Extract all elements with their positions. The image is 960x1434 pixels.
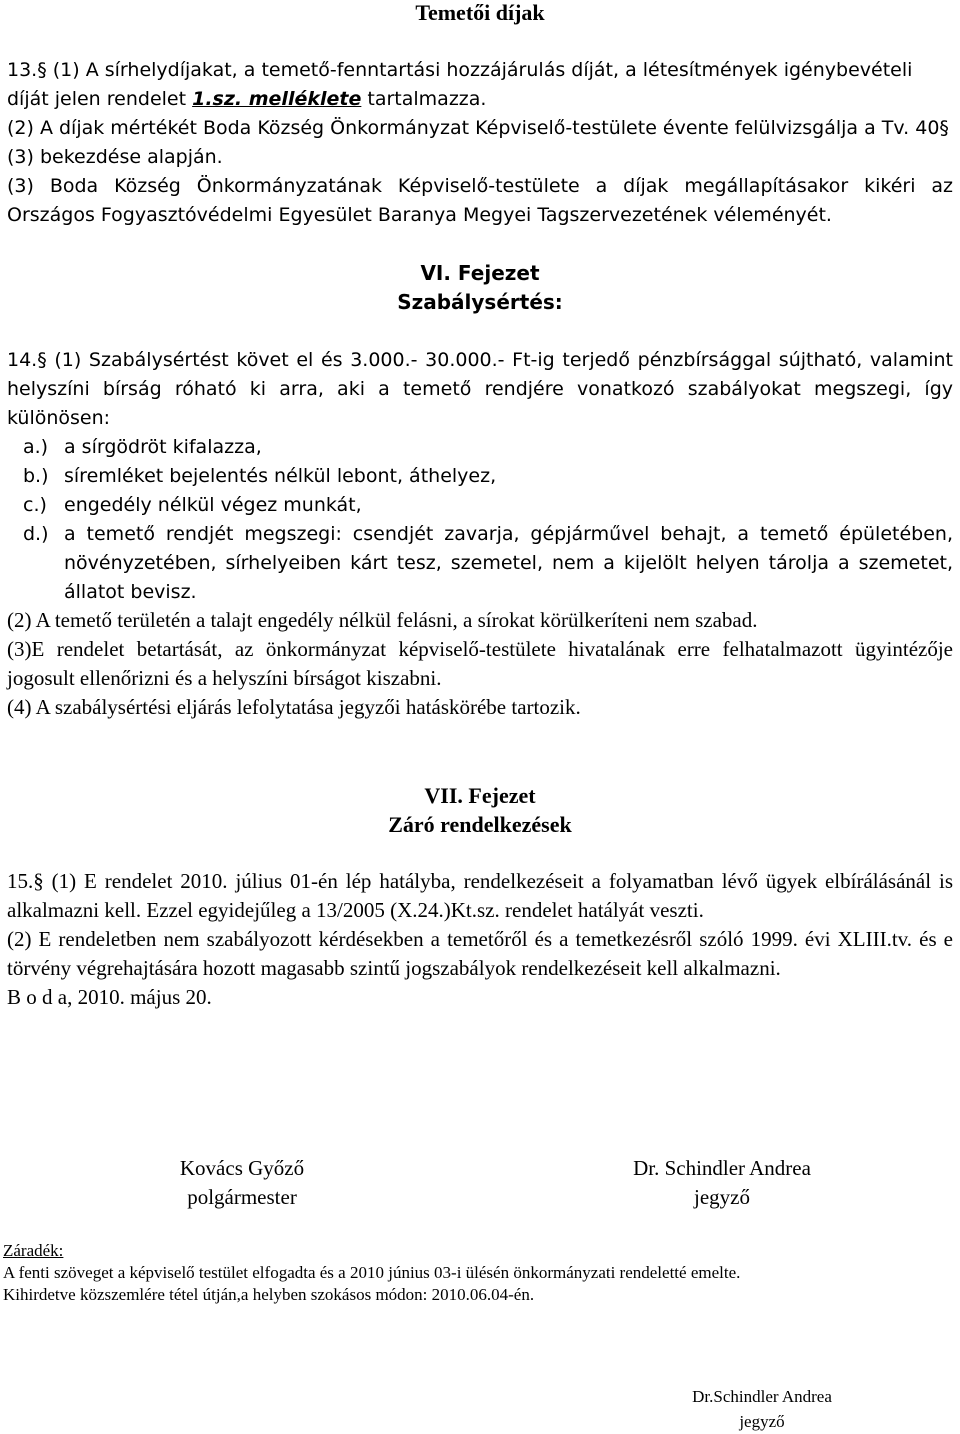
list-item-text: a temető rendjét megszegi: csendjét zavarja, gépjárművel behajt, a temető épületében, növényzetében, sírhelyeiben kárt tesz, szemetel, nem a kijelölt helyen tárolja a szemetet, állatot bevisz. [64,523,953,603]
section-13-p1-post: tartalmazza. [361,88,487,110]
signature-left-name: Kovács Győző [179,1156,305,1180]
list-item [7,433,953,462]
page-title: Temetői díjak [415,0,545,25]
section-14-p1: 14.§ (1) Szabálysértést követ el és 3.000.- 30.000.- Ft-ig terjedő pénzbírsággal sújtható, valamint helyszíni bírság róható ki arra, aki a temető rendjére vonatkozó szabályokat megszegi, így különösen: [7,349,953,429]
signature-right [577,1154,867,1212]
signature-right-role: jegyző [694,1185,750,1209]
clause-line-2: Kihirdetve közszemlére tétel útján,a helyben szokásos módon: 2010.06.04-én. [3,1285,535,1304]
chapter-6-number: VI. Fejezet [420,261,540,285]
chapter-7-number: VII. Fejezet [424,783,536,808]
list-item-label: c.) [23,494,47,516]
section-14-rest [7,606,953,722]
list-item [7,491,953,520]
list-item [7,462,953,491]
chapter-7-heading [7,781,953,839]
section-15-p2: (2) E rendeletben nem szabályozott kérdésekben a temetőről és a temetkezésről szóló 1999. évi XLIII.tv. és e törvény végrehajtására hozott magasabb szintű jogszabályok rendelkezéseit kell alkalmazni. [7,927,953,980]
chapter-7-title: Záró rendelkezések [388,812,572,837]
list-item-label: d.) [23,523,49,545]
signature-left-role: polgármester [187,1185,297,1209]
list-item-text: a sírgödröt kifalazza, [64,436,262,458]
section-15 [7,867,953,1012]
clause [3,1240,949,1306]
final-signature-role: jegyző [739,1412,785,1431]
section-14-p2: (2) A temető területén a talajt engedély nélkül felásni, a sírokat körülkeríteni nem szabad. [7,608,758,632]
place-date: B o d a, 2010. május 20. [7,985,212,1009]
clause-line-1: A fenti szöveget a képviselő testület elfogadta és a 2010 június 03-i ülésén önkormányzati rendeletté emelte. [3,1263,741,1282]
list-item-label: b.) [23,465,49,487]
list-item [7,520,953,607]
section-15-p1: 15.§ (1) E rendelet 2010. július 01-én lép hatályba, rendelkezéseit a folyamatban lévő ügyek elbírálásánál is alkalmazni kell. Ezzel egyidejűleg a 13/2005 (X.24.)Kt.sz. rendelet hatályát veszti. [7,869,953,922]
clause-heading-text: Záradék: [3,1241,64,1260]
section-14 [7,346,953,607]
signature-right-name: Dr. Schindler Andrea [633,1156,811,1180]
list-item-label: a.) [23,436,49,458]
section-14-p3: (3)E rendelet betartását, az önkormányzat képviselő-testülete hivatalának erre felhatalmazott ügyintézője jogosult ellenőrizni és a helyszíni bírságot kiszabni. [7,637,953,690]
section-13-p1 [7,56,953,114]
chapter-6-heading [7,259,953,317]
section-13-p2: (2) A díjak mértékét Boda Község Önkormányzat Képviselő-testülete évente felülvizsgálja a Tv. 40§ (3) bekezdése alapján. [7,117,949,168]
section-14-p4: (4) A szabálysértési eljárás lefolytatása jegyzői hatáskörébe tartozik. [7,695,581,719]
section-13 [7,56,953,230]
signature-left [117,1154,367,1212]
list-item-text: síremléket bejelentés nélkül lebont, áthelyez, [64,465,497,487]
final-signature-name: Dr.Schindler Andrea [692,1387,832,1406]
section-13-p1-pre: 13.§ (1) A sírhelydíjakat, a temető-fenntartási hozzájárulás díját, a létesítmények igénybevételi díját jelen rendelet [7,59,913,110]
list-item-text: engedély nélkül végez munkát, [64,494,362,516]
final-signature [652,1384,872,1434]
chapter-6-title: Szabálysértés: [397,290,563,314]
annex-reference: 1.sz. melléklete [192,88,362,110]
clause-heading [3,1240,949,1262]
section-13-p3: (3) Boda Község Önkormányzatának Képviselő-testülete a díjak megállapításakor kikéri az Országos Fogyasztóvédelmi Egyesület Baranya Megyei Tagszervezetének véleményét. [7,175,953,226]
